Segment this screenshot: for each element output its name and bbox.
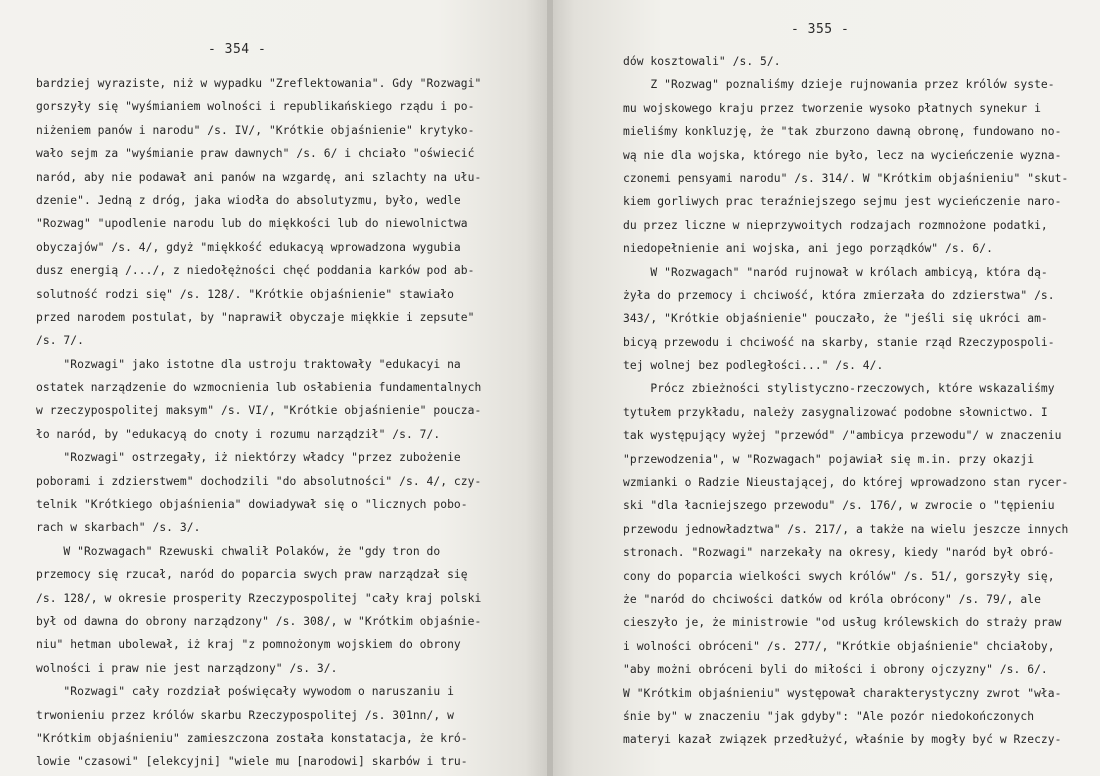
text-line: przed narodem postulat, by "naprawił obyczaje miękkie i zepsute" [36, 310, 475, 324]
text-line: dów kosztowali" /s. 5/. [623, 55, 781, 68]
text-line: tej wolnej bez podległości..." /s. 4/. [623, 359, 884, 373]
text-line: bicyą przewodu i chciwość na skarby, stanie rząd Rzeczypospoli- [623, 335, 1055, 349]
text-line: /s. 128/, w okresie prosperity Rzeczypospolitej "cały kraj polski [36, 591, 482, 605]
text-line: lowie "czasowi" [elekcyjni] "wiele mu [narodowi] skarbów i tru- [36, 755, 468, 769]
text-line: cony do poparcia wielkości swych królów" /s. 51/, gorszyły się, [623, 569, 1055, 583]
text-line: w rzeczypospolitej maksym" /s. VI/, "Krótkie objaśnienie" poucza- [36, 404, 482, 418]
text-line: Prócz zbieżności stylistyczno-rzeczowych, które wskazaliśmy [623, 382, 1055, 396]
text-line: wzmianki o Radzie Nieustającej, do której wprowadzono stan rycer- [623, 476, 1069, 490]
text-line: niżeniem panów i narodu" /s. IV/, "Krótkie objaśnienie" krytyko- [36, 123, 475, 137]
text-line: ostatek narządzenie do wzmocnienia lub osłabienia fundamentalnych [36, 381, 482, 395]
text-line: był od dawna do obrony narządzony" /s. 308/, w "Krótkim objaśnie- [36, 614, 482, 628]
text-line: poborami i zdzierstwem" dochodzili "do absolutności" /s. 4/, czy- [36, 474, 482, 488]
text-line: stronach. "Rozwagi" narzekały na okresy, kiedy "naród był obró- [623, 546, 1055, 560]
text-line: mieliśmy konkluzję, że "tak zburzono dawną obronę, fundowano no- [623, 125, 1062, 139]
text-line: przewodu jednowładztwa" /s. 217/, a także na wielu jeszcze innych [623, 522, 1069, 536]
left-page [0, 0, 547, 776]
text-line: czonemi pensyami narodu" /s. 314/. W "Krótkim objaśnieniu" "skut- [623, 171, 1069, 185]
text-line: gorszyły się "wyśmianiem wolności i republikańskiego rządu i po- [36, 100, 475, 114]
text-line: /s. 7/. [36, 334, 84, 348]
text-line: tak występujący wyżej "przewód" /"ambicya przewodu"/ w znaczeniu [623, 429, 1062, 443]
text-line: telnik "Krótkiego objaśnienia" dowiadywał się o "licznych pobo- [36, 498, 468, 512]
text-line: W "Rozwagach" Rzewuski chwalił Polaków, że "gdy tron do [36, 544, 441, 558]
text-line: naród, aby nie podawał ani panów na wzgardę, ani szlachty na ułu- [36, 170, 482, 184]
text-line: bardziej wyraziste, niż w wypadku "Zreflektowania". Gdy "Rozwagi" [36, 77, 482, 90]
text-line: mu wojskowego kraju przez tworzenie wysoko płatnych synekur i [623, 101, 1041, 115]
text-line: "Rozwagi" jako istotne dla ustroju traktowały "edukacyi na [36, 357, 461, 371]
text-line: trwonieniu przez królów skarbu Rzeczypospolitej /s. 301nn/, w [36, 708, 454, 722]
text-line: du przez liczne w nieprzywoitych rodzajach rozmnożone podatki, [623, 218, 1048, 232]
text-line: "aby możni obróceni byli do miłości i obrony ojczyzny" /s. 6/. [623, 663, 1048, 677]
text-line: rach w skarbach" /s. 3/. [36, 521, 201, 535]
text-line: wało sejm za "wyśmianie praw dawnych" /s. 6/ i chciało "oświecić [36, 147, 475, 161]
text-line: W "Rozwagach" "naród rujnował w królach ambicyą, która dą- [623, 265, 1048, 279]
text-line: żyła do przemocy i chciwość, która zmierzała do zdzierstwa" /s. [623, 288, 1055, 302]
text-line: i wolności obróceni" /s. 277/, "Krótkie objaśnienie" chciałoby, [623, 639, 1055, 653]
text-line: "Krótkim objaśnieniu" zamieszczona została konstatacja, że kró- [36, 731, 468, 745]
text-line: tytułem przykładu, należy zasygnalizować podobne słownictwo. I [623, 405, 1048, 419]
text-line: "Rozwagi" cały rozdział poświęcały wywodom o naruszaniu i [36, 685, 454, 699]
text-line: przemocy się rzucał, naród do poparcia swych praw narządzał się [36, 568, 468, 582]
text-line: śnie by" w znaczeniu "jak gdyby": "Ale pozór niedokończonych [623, 709, 1035, 723]
page-number: - 354 - [208, 42, 267, 57]
text-line: ski "dla łacniejszego przewodu" /s. 176/, w zwrocie o "tępieniu [623, 499, 1055, 513]
text-line: ło naród, by "edukacyą do cnoty i rozumu narządził" /s. 7/. [36, 427, 441, 441]
text-line: materyi kazał związek przedłużyć, właśnie by mogły być w Rzeczy- [623, 733, 1062, 747]
page-number: - 355 - [791, 22, 850, 37]
text-line: niu" hetman ubolewał, iż kraj "z pomnożonym wojskiem do obrony [36, 638, 461, 652]
text-line: obyczajów" /s. 4/, gdyż "miękkość edukacyą wprowadzona wygubia [36, 240, 461, 254]
text-line: wolności i praw nie jest narządzony" /s. 3/. [36, 661, 338, 675]
text-line: że "naród do chciwości datków od króla obrócony" /s. 79/, ale [623, 592, 1041, 606]
text-body [36, 72, 508, 774]
text-line: kiem gorliwych prac teraźniejszego sejmu jest wycieńczenie naro- [623, 195, 1062, 209]
text-line: "Rozwag" "upodlenie narodu lub do miękkości lub do niewolnictwa [36, 217, 468, 231]
text-line: cieszyło je, że ministrowie "od usług królewskich do straży praw [623, 616, 1062, 630]
right-page [553, 0, 1100, 776]
text-line: dusz energią /.../, z niedołężności chęć poddania karków pod ab- [36, 264, 475, 278]
text-body [623, 50, 1085, 752]
text-line: "przewodzenia", w "Rozwagach" pojawiał się m.in. przy okazji [623, 452, 1035, 466]
text-line: W "Krótkim objaśnieniu" występował charakterystyczny zwrot "wła- [623, 686, 1062, 700]
text-line: wą nie dla wojska, którego nie było, lecz na wycieńczenie wyzna- [623, 148, 1062, 162]
text-line: 343/, "Krótkie objaśnienie" pouczało, że "jeśli się ukróci am- [623, 312, 1048, 326]
text-line: "Rozwagi" ostrzegały, iż niektórzy władcy "przez zubożenie [36, 451, 461, 465]
text-line: Z "Rozwag" poznaliśmy dzieje rujnowania przez królów syste- [623, 78, 1055, 92]
text-line: solutność rodzi się" /s. 128/. "Krótkie objaśnienie" stawiało [36, 287, 454, 301]
text-line: niedopełnienie ani wojska, ani jego porządków" /s. 6/. [623, 242, 993, 256]
text-line: dzenie". Jedną z dróg, jaka wiodła do absolutyzmu, było, wedle [36, 193, 461, 207]
